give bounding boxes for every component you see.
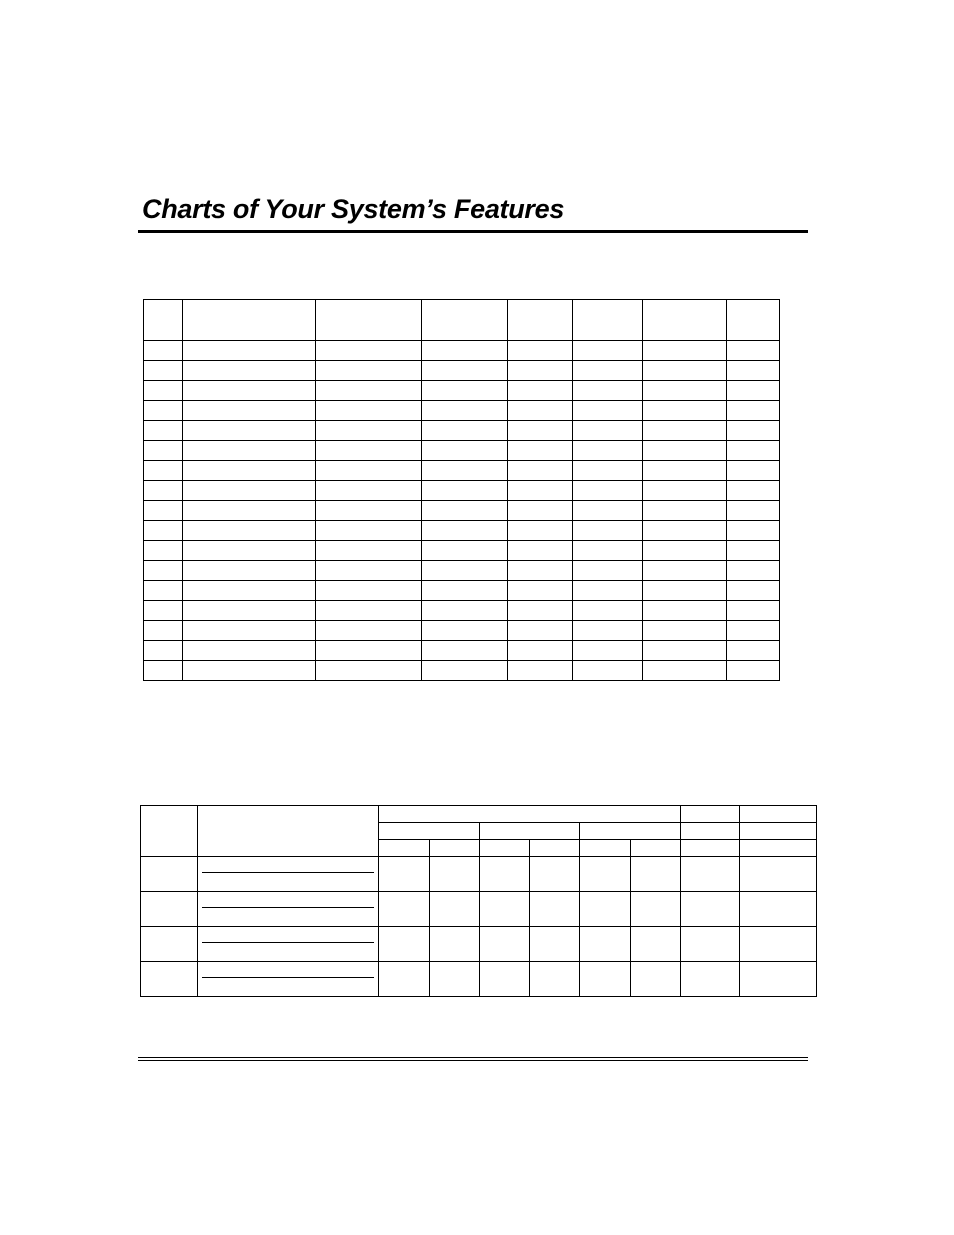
table-cell[interactable] [144,461,183,481]
table-cell[interactable] [643,541,727,561]
table-cell[interactable] [573,441,643,461]
table-cell[interactable] [530,962,580,997]
table-cell[interactable] [430,857,480,892]
table-cell[interactable] [643,621,727,641]
write-in-line [202,977,374,978]
table-cell[interactable] [508,561,573,581]
table-cell[interactable] [316,341,422,361]
table-cell[interactable] [144,381,183,401]
table-cell[interactable] [316,581,422,601]
table-cell[interactable] [379,892,430,927]
table-cell[interactable] [141,892,198,927]
table-row [144,461,780,481]
name-entry-cell[interactable] [198,962,379,997]
table-row [144,661,780,681]
table-cell[interactable] [643,561,727,581]
table-cell[interactable] [183,341,316,361]
table-cell[interactable] [727,621,780,641]
table-cell[interactable] [643,421,727,441]
table-cell[interactable] [508,641,573,661]
table-row [144,341,780,361]
table-cell[interactable] [144,621,183,641]
write-in-line [202,996,374,997]
table-cell[interactable] [144,521,183,541]
table-cell[interactable] [422,541,508,561]
table-cell[interactable] [316,401,422,421]
table-cell[interactable] [183,401,316,421]
feature-table [140,805,817,997]
table-cell[interactable] [316,481,422,501]
table-cell[interactable] [144,481,183,501]
table-cell[interactable] [580,892,631,927]
table-cell[interactable] [727,501,780,521]
table-cell[interactable] [643,501,727,521]
table-cell[interactable] [727,341,780,361]
header-cell [740,823,817,840]
table-cell[interactable] [422,441,508,461]
footer-rule [138,1060,808,1061]
table-cell[interactable] [422,621,508,641]
table-cell[interactable] [573,621,643,641]
table-cell[interactable] [430,892,480,927]
table-cell[interactable] [631,892,681,927]
table-cell[interactable] [508,381,573,401]
table-cell[interactable] [422,561,508,581]
header-subgroup-cell [580,823,681,840]
table-cell[interactable] [422,581,508,601]
table-cell[interactable] [681,927,740,962]
table-cell[interactable] [573,481,643,501]
table-cell[interactable] [643,521,727,541]
table-cell[interactable] [480,927,530,962]
table-cell[interactable] [508,621,573,641]
table-cell[interactable] [508,401,573,421]
table-cell[interactable] [508,581,573,601]
table-cell[interactable] [573,361,643,381]
table-cell[interactable] [422,461,508,481]
table-cell[interactable] [580,857,631,892]
table-cell[interactable] [508,441,573,461]
table-cell[interactable] [580,927,631,962]
name-entry-cell[interactable] [198,892,379,927]
table-cell[interactable] [643,581,727,601]
table-cell[interactable] [144,441,183,461]
table-cell[interactable] [530,927,580,962]
footer-rule [138,1057,808,1058]
table-row [144,361,780,381]
table-cell[interactable] [530,892,580,927]
header-subgroup-cell [379,823,480,840]
table-cell[interactable] [144,581,183,601]
table-cell[interactable] [727,541,780,561]
table-cell[interactable] [740,927,817,962]
table-cell[interactable] [379,857,430,892]
zone-table-header-row [144,300,780,341]
table-cell[interactable] [144,541,183,561]
table-cell[interactable] [508,461,573,481]
table-cell[interactable] [144,601,183,621]
table-cell[interactable] [643,341,727,361]
table-cell[interactable] [681,857,740,892]
table-cell[interactable] [422,381,508,401]
table-cell[interactable] [183,461,316,481]
table-cell[interactable] [183,421,316,441]
table-cell[interactable] [480,892,530,927]
table-cell[interactable] [573,641,643,661]
table-cell[interactable] [379,962,430,997]
table-cell[interactable] [141,962,198,997]
table-row [141,857,817,892]
table-cell[interactable] [727,661,780,681]
table-row [141,962,817,997]
table-cell[interactable] [183,521,316,541]
table-cell[interactable] [422,521,508,541]
table-cell[interactable] [573,461,643,481]
table-cell[interactable] [316,661,422,681]
table-cell[interactable] [144,421,183,441]
header-cell [727,300,780,341]
header-cell [198,806,379,857]
table-row [144,521,780,541]
table-cell[interactable] [316,621,422,641]
table-cell[interactable] [643,461,727,481]
table-cell[interactable] [727,421,780,441]
table-cell[interactable] [573,501,643,521]
table-cell[interactable] [144,561,183,581]
header-cell [144,300,183,341]
table-cell[interactable] [727,441,780,461]
table-cell[interactable] [379,927,430,962]
table-row [144,641,780,661]
table-row [144,501,780,521]
header-cell [530,840,580,857]
table-cell[interactable] [480,857,530,892]
table-cell[interactable] [430,962,480,997]
header-cell [379,840,430,857]
table-cell[interactable] [727,381,780,401]
table-cell[interactable] [508,601,573,621]
table-cell[interactable] [316,421,422,441]
table-cell[interactable] [144,501,183,521]
table-cell[interactable] [508,481,573,501]
table-cell[interactable] [316,381,422,401]
table-cell[interactable] [508,341,573,361]
table-cell[interactable] [508,421,573,441]
table-cell[interactable] [430,927,480,962]
table-row [144,541,780,561]
zone-list-table [143,299,780,681]
table-cell[interactable] [681,962,740,997]
table-cell[interactable] [740,892,817,927]
table-cell[interactable] [727,521,780,541]
table-cell[interactable] [316,521,422,541]
table-row [144,561,780,581]
header-cell [316,300,422,341]
table-cell[interactable] [740,962,817,997]
table-cell[interactable] [183,561,316,581]
table-cell[interactable] [580,962,631,997]
name-entry-cell[interactable] [198,927,379,962]
table-cell[interactable] [316,501,422,521]
name-entry-cell[interactable] [198,857,379,892]
table-cell[interactable] [727,581,780,601]
table-cell[interactable] [530,857,580,892]
table-cell[interactable] [573,581,643,601]
table-cell[interactable] [422,481,508,501]
write-in-line [202,907,374,908]
table-cell[interactable] [141,927,198,962]
table-cell[interactable] [422,601,508,621]
table-row [144,401,780,421]
header-cell [508,300,573,341]
header-cell [573,300,643,341]
header-cell [480,840,530,857]
table-cell[interactable] [316,461,422,481]
title-rule [138,230,808,233]
table-cell[interactable] [643,481,727,501]
table-cell[interactable] [183,641,316,661]
table-cell[interactable] [727,481,780,501]
table-row [141,927,817,962]
table-cell[interactable] [631,962,681,997]
header-cell [681,806,740,823]
table-cell[interactable] [480,962,530,997]
table-cell[interactable] [183,381,316,401]
table-cell[interactable] [422,361,508,381]
table-cell[interactable] [643,401,727,421]
header-cell [681,823,740,840]
table-row [144,621,780,641]
table-cell[interactable] [183,621,316,641]
header-group-cell [379,806,681,823]
table-cell[interactable] [183,601,316,621]
table-cell[interactable] [422,401,508,421]
table-cell[interactable] [316,641,422,661]
page-title: Charts of Your System’s Features [142,194,565,224]
header-subgroup-cell [480,823,580,840]
table-row [144,421,780,441]
table-cell[interactable] [183,541,316,561]
table-cell[interactable] [681,892,740,927]
table-cell[interactable] [183,361,316,381]
table-cell[interactable] [643,601,727,621]
table-cell[interactable] [573,521,643,541]
table-cell[interactable] [631,857,681,892]
table-cell[interactable] [573,381,643,401]
table-cell[interactable] [508,361,573,381]
table-cell[interactable] [422,421,508,441]
table-cell[interactable] [422,661,508,681]
header-cell [430,840,480,857]
table-cell[interactable] [643,661,727,681]
table-cell[interactable] [144,661,183,681]
table-row [144,381,780,401]
table-cell[interactable] [144,641,183,661]
table-cell[interactable] [643,441,727,461]
table-cell[interactable] [740,857,817,892]
table-cell[interactable] [508,521,573,541]
feature-header-row-1 [141,806,817,823]
table-cell[interactable] [183,481,316,501]
table-row [144,441,780,461]
table-cell[interactable] [727,401,780,421]
table-cell[interactable] [183,661,316,681]
header-cell [740,840,817,857]
table-cell[interactable] [573,661,643,681]
table-row [144,581,780,601]
table-cell[interactable] [422,341,508,361]
table-cell[interactable] [727,361,780,381]
table-cell[interactable] [573,401,643,421]
header-cell [631,840,681,857]
table-cell[interactable] [573,561,643,581]
table-cell[interactable] [643,641,727,661]
header-cell [422,300,508,341]
table-cell[interactable] [643,361,727,381]
table-cell[interactable] [144,401,183,421]
table-cell[interactable] [144,341,183,361]
header-cell [183,300,316,341]
table-cell[interactable] [573,601,643,621]
table-cell[interactable] [643,381,727,401]
table-cell[interactable] [316,541,422,561]
table-cell[interactable] [316,441,422,461]
table-cell[interactable] [631,927,681,962]
table-cell[interactable] [508,661,573,681]
table-cell[interactable] [316,561,422,581]
table-cell[interactable] [144,361,183,381]
header-cell [740,806,817,823]
table-cell[interactable] [183,441,316,461]
table-cell[interactable] [316,601,422,621]
table-cell[interactable] [573,541,643,561]
table-row [141,892,817,927]
table-cell[interactable] [508,541,573,561]
table-cell[interactable] [422,501,508,521]
table-cell[interactable] [727,561,780,581]
write-in-line [202,942,374,943]
table-cell[interactable] [183,501,316,521]
table-cell[interactable] [573,421,643,441]
table-cell[interactable] [508,501,573,521]
header-cell [141,806,198,857]
table-cell[interactable] [727,641,780,661]
table-cell[interactable] [422,641,508,661]
write-in-line [202,872,374,873]
table-cell[interactable] [183,581,316,601]
table-cell[interactable] [316,361,422,381]
table-cell[interactable] [141,857,198,892]
header-cell [643,300,727,341]
header-cell [580,840,631,857]
table-row [144,601,780,621]
table-cell[interactable] [727,601,780,621]
table-cell[interactable] [727,461,780,481]
table-cell[interactable] [573,341,643,361]
header-cell [681,840,740,857]
table-row [144,481,780,501]
